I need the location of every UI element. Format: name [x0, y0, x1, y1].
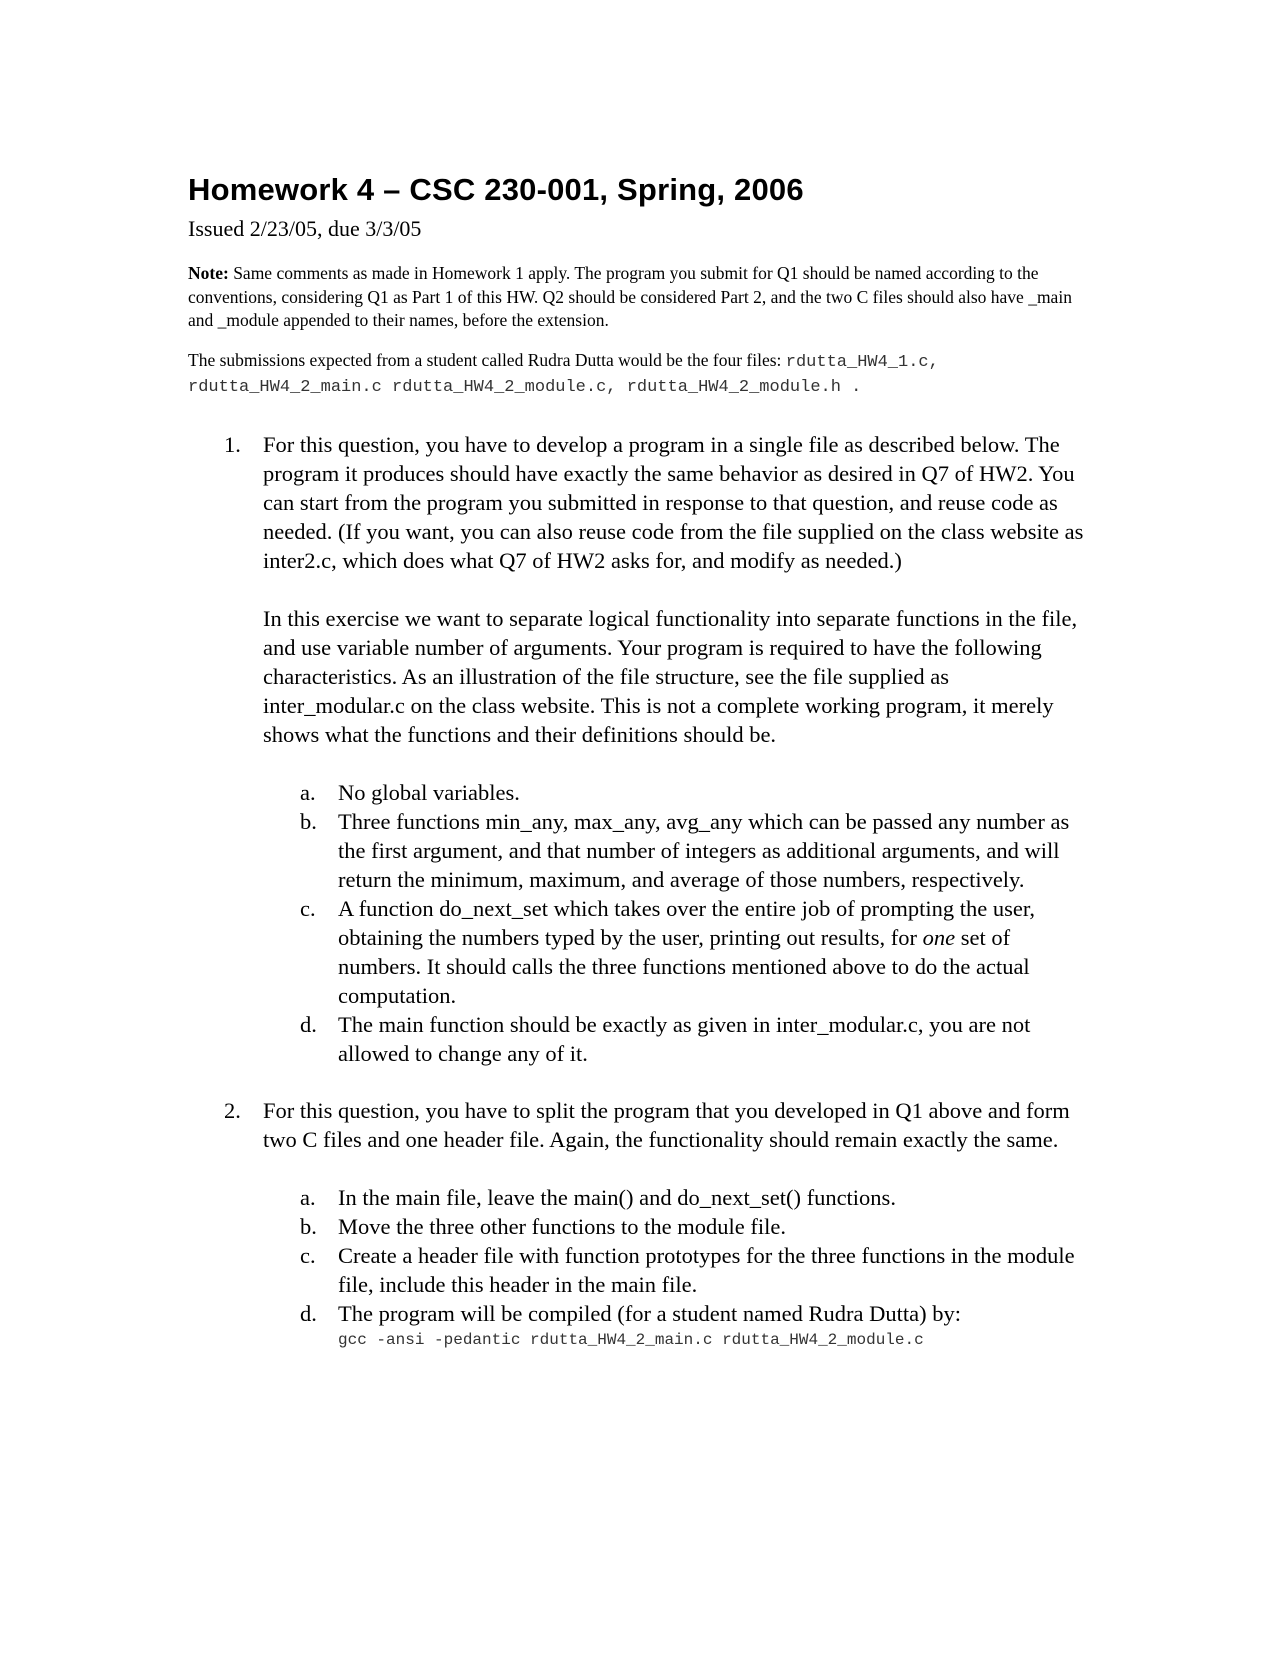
page-title: Homework 4 – CSC 230-001, Spring, 2006 [188, 172, 804, 207]
note-paragraph [188, 262, 1088, 333]
list-item-text: Three functions min_any, max_any, avg_any which can be passed any number as the first argument, and that number of integers as additional arguments, and will return the minimum, maximum, and average of those numbers, respectively. [338, 808, 1070, 892]
requirements-list [263, 778, 1088, 1068]
list-item [263, 1212, 1088, 1241]
question-paragraph: For this question, you have to split the program that you developed in Q1 above and form two C files and one header file. Again, the functionality should remain exactly the same. [263, 1097, 1070, 1152]
list-item [263, 1299, 1088, 1350]
filename-hw4-2-main: rdutta_HW4_2_main.c [188, 378, 382, 397]
list-item-text: In the main file, leave the main() and do_next_set() functions. [338, 1184, 896, 1210]
document-page [188, 170, 1088, 1350]
submissions-paragraph [188, 349, 1088, 400]
question-2 [188, 1096, 1088, 1350]
list-item-text: No global variables. [338, 779, 520, 805]
list-item [263, 778, 1088, 807]
filename-separator [616, 378, 626, 397]
question-paragraph: In this exercise we want to separate logical functionality into separate functions in the file, and use variable number of arguments. Your program is required to have the following characteristics. As an illustration of the file structure, see the file supplied as inter_modular.c on the class website. This is not a complete working program, it merely shows what the functions and their definitions should be. [263, 605, 1078, 747]
list-item-label: c. [300, 895, 316, 921]
list-item [263, 1010, 1088, 1068]
list-item [263, 1241, 1088, 1299]
list-item-text: The main function should be exactly as given in inter_modular.c, you are not allowed to change any of it. [338, 1011, 1031, 1066]
list-item [263, 1183, 1088, 1212]
question-number: 2. [224, 1097, 241, 1123]
list-item-label: d. [300, 1011, 317, 1037]
filename-hw4-1: rdutta_HW4_1.c, [785, 352, 939, 372]
issued-date: Issued 2/23/05, due 3/3/05 [188, 216, 422, 241]
note-text: Same comments as made in Homework 1 apply. The program you submit for Q1 should be named according to the conventions, considering Q1 as Part 1 of this HW. Q2 should be considered Part 2, and the two C files should also have _main and _module appended to their names, before the extension. [188, 263, 1072, 330]
list-item-text-part: set of numbers. It should calls the three functions mentioned above to do the actual computation. [338, 924, 1030, 1008]
note-label: Note: [188, 263, 229, 283]
filename-separator [382, 378, 392, 397]
steps-list [263, 1183, 1088, 1350]
list-item-label: b. [300, 1213, 317, 1239]
list-item-text: The program will be compiled (for a student named Rudra Dutta) by: [338, 1300, 961, 1326]
question-1 [188, 430, 1088, 1068]
list-item-label: a. [300, 779, 316, 805]
filename-hw4-2-module-h: rdutta_HW4_2_module.h . [626, 378, 862, 397]
list-item-label: d. [300, 1300, 317, 1326]
filename-hw4-2-module-c: rdutta_HW4_2_module.c, [392, 378, 617, 397]
emphasis-text: one [922, 924, 956, 950]
question-paragraph: For this question, you have to develop a program in a single file as described below. The program it produces should have exactly the same behavior as desired in Q7 of HW2. You can start from the program you submitted in response to that question, and reuse code as needed. (If you want, you can also reuse code from the file supplied on the class website as inter2.c, which does what Q7 of HW2 asks for, and modify as needed.) [263, 431, 1084, 573]
list-item-text: Move the three other functions to the module file. [338, 1213, 787, 1239]
list-item-label: b. [300, 808, 317, 834]
list-item [263, 894, 1088, 1010]
list-item-label: c. [300, 1242, 316, 1268]
list-item-text [338, 896, 1035, 1008]
submissions-text: The submissions expected from a student called Rudra Dutta would be the four files: [188, 349, 786, 370]
list-item-text-part: A function do_next_set which takes over the entire job of prompting the user, obtaining the numbers typed by the user, printing out results, for [338, 895, 1036, 950]
list-item-label: a. [300, 1184, 316, 1210]
compile-command: gcc -ansi -pedantic rdutta_HW4_2_main.c rdutta_HW4_2_module.c [338, 1330, 924, 1349]
list-item [263, 807, 1088, 894]
question-number: 1. [224, 431, 241, 457]
list-item-text: Create a header file with function prototypes for the three functions in the module file, include this header in the main file. [338, 1242, 1075, 1297]
